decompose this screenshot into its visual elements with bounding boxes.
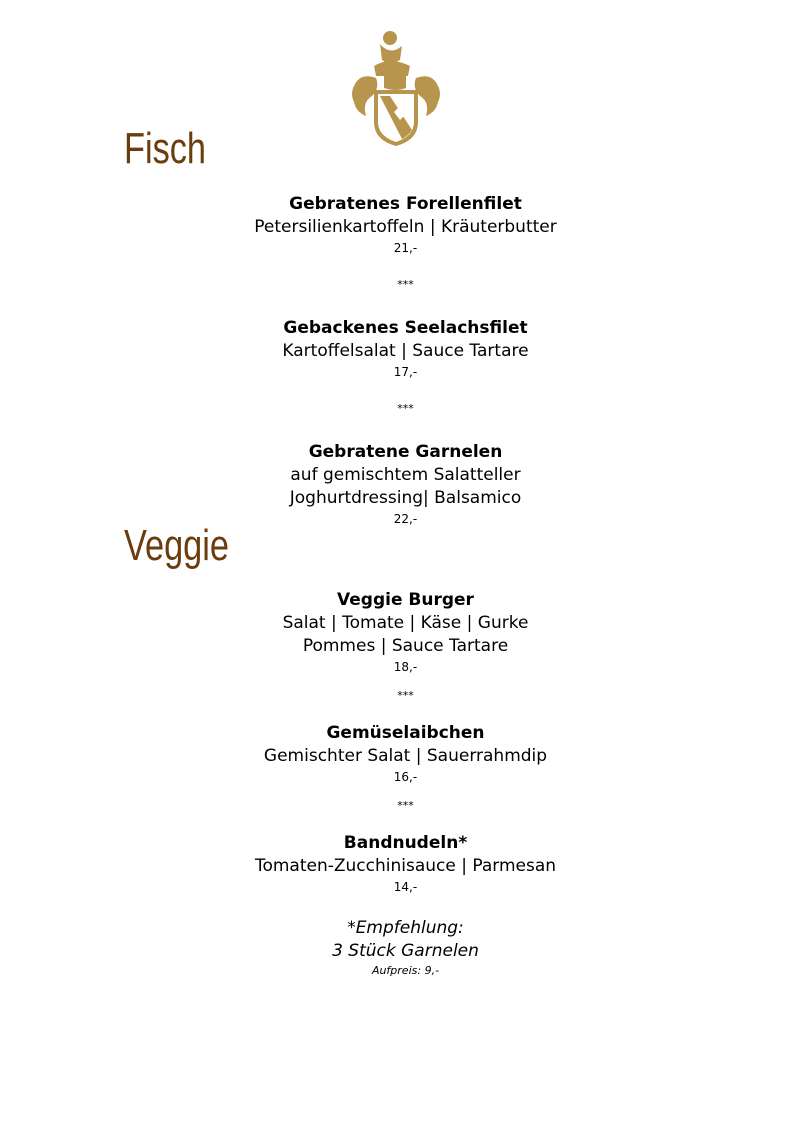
dish-price: 22,- [393,512,418,526]
menu-item [0,589,793,676]
dish-description: Petersilienkartoffeln | Kräuterbutter [254,217,557,237]
coat-of-arms-icon [350,26,442,148]
dish-name: Gebackenes Seelachsfilet [283,318,528,338]
menu-item [0,722,793,786]
dish-name: Bandnudeln* [343,833,468,853]
dish-description: Joghurtdressing| Balsamico [289,488,522,508]
dish-name: Gebratene Garnelen [308,442,503,462]
dish-name: Gemüselaibchen [326,723,485,743]
section-title-veggie: Veggie [124,521,229,570]
dish-price: 17,- [393,365,418,379]
dish-description: Salat | Tomate | Käse | Gurke [282,613,529,633]
dish-description: Kartoffelsalat | Sauce Tartare [282,341,529,361]
recommendation-surcharge: Aufpreis: 9,- [371,964,440,977]
separator: *** [397,689,414,702]
dish-description: Pommes | Sauce Tartare [302,636,509,656]
dish-description: Gemischter Salat | Sauerrahmdip [263,746,548,766]
separator: *** [397,799,414,812]
dish-name: Veggie Burger [337,590,474,610]
dish-name: Gebratenes Forellenfilet [289,194,522,214]
section-title-fisch: Fisch [124,124,206,173]
dish-price: 14,- [393,880,418,894]
menu-item [0,832,793,896]
recommendation-note [0,917,793,979]
dish-price: 18,- [393,660,418,674]
menu-item [0,317,793,381]
menu-item [0,441,793,528]
menu-item [0,193,793,257]
recommendation-label: *Empfehlung: [347,918,464,938]
separator: *** [397,278,414,291]
dish-description: Tomaten-Zucchinisauce | Parmesan [254,856,557,876]
separator: *** [397,402,414,415]
dish-price: 21,- [393,241,418,255]
recommendation-item: 3 Stück Garnelen [332,941,479,961]
dish-price: 16,- [393,770,418,784]
dish-description: auf gemischtem Salatteller [290,465,521,485]
